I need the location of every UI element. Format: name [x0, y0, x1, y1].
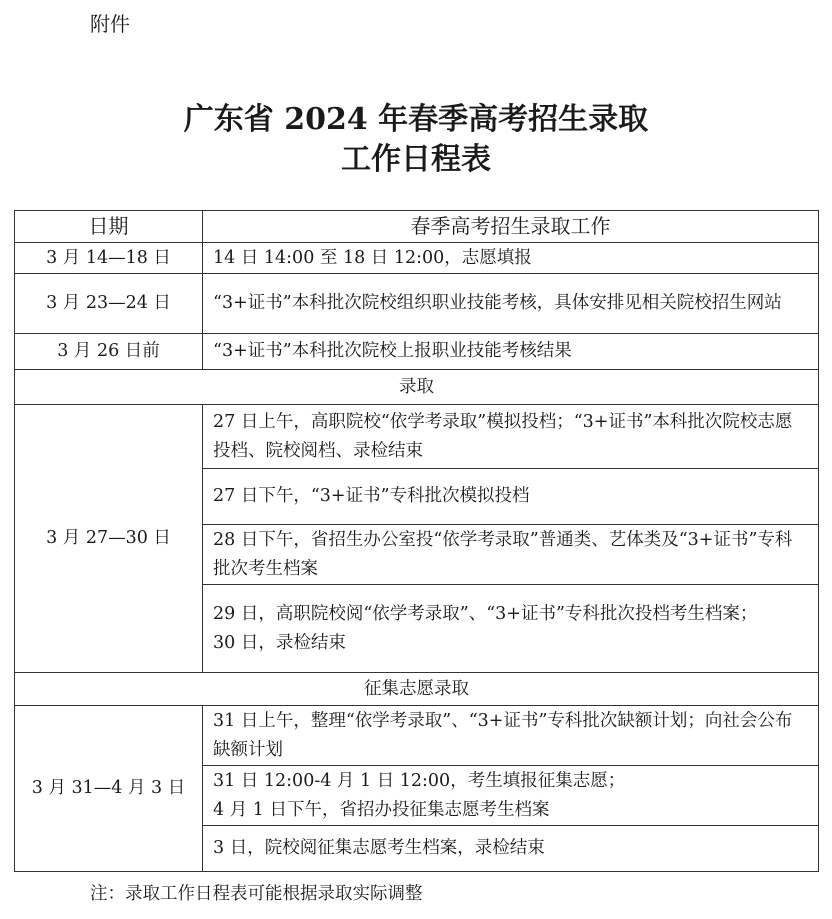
table-row [15, 274, 819, 334]
work-line: 29 日，高职院校阅“依学考录取”、“3+证书”专科批次投档考生档案； [213, 603, 758, 624]
table-row [15, 243, 819, 274]
date-cell: 3 月 23—24 日 [15, 274, 203, 334]
work-cell: 3 日，院校阅征集志愿考生档案，录检结束 [203, 826, 819, 872]
work-cell: 27 日上午，高职院校“依学考录取”模拟投档；“3+证书”本科批次院校志愿投档、院校阅档、录检结束 [203, 405, 819, 469]
date-cell: 3 月 27—30 日 [15, 405, 203, 673]
section-row [15, 673, 819, 706]
work-line: 30 日，录检结束 [213, 632, 346, 653]
work-cell: “3+证书”本科批次院校组织职业技能考核，具体安排见相关院校招生网站 [203, 274, 819, 334]
table-row [15, 334, 819, 370]
header-date: 日期 [15, 211, 203, 243]
attachment-label: 附件 [90, 12, 130, 36]
schedule-table [14, 210, 819, 872]
work-cell [203, 585, 819, 673]
table-header-row [15, 211, 819, 243]
footnote: 注：录取工作日程表可能根据录取实际调整 [90, 884, 423, 904]
work-cell: 27 日下午，“3+证书”专科批次模拟投档 [203, 469, 819, 525]
work-cell: 14 日 14:00 至 18 日 12:00，志愿填报 [203, 243, 819, 274]
work-line: 4 月 1 日下午，省招办投征集志愿考生档案 [213, 799, 550, 820]
date-cell: 3 月 31—4 月 3 日 [15, 706, 203, 872]
work-line: 31 日 12:00-4 月 1 日 12:00，考生填报征集志愿； [213, 770, 626, 791]
date-cell: 3 月 14—18 日 [15, 243, 203, 274]
document-title-line-1: 广东省 2024 年春季高考招生录取 [183, 102, 649, 137]
section-label-admission: 录取 [15, 370, 819, 405]
document-title-line-2: 工作日程表 [341, 142, 491, 177]
section-row [15, 370, 819, 405]
table-row [15, 706, 819, 766]
work-cell: “3+证书”本科批次院校上报职业技能考核结果 [203, 334, 819, 370]
table-row [15, 405, 819, 469]
work-cell: 28 日下午，省招生办公室投“依学考录取”普通类、艺体类及“3+证书”专科批次考生档案 [203, 525, 819, 585]
date-cell: 3 月 26 日前 [15, 334, 203, 370]
header-work: 春季高考招生录取工作 [203, 211, 819, 243]
section-label-supplementary: 征集志愿录取 [15, 673, 819, 706]
work-cell [203, 766, 819, 826]
work-cell: 31 日上午，整理“依学考录取”、“3+证书”专科批次缺额计划；向社会公布缺额计划 [203, 706, 819, 766]
